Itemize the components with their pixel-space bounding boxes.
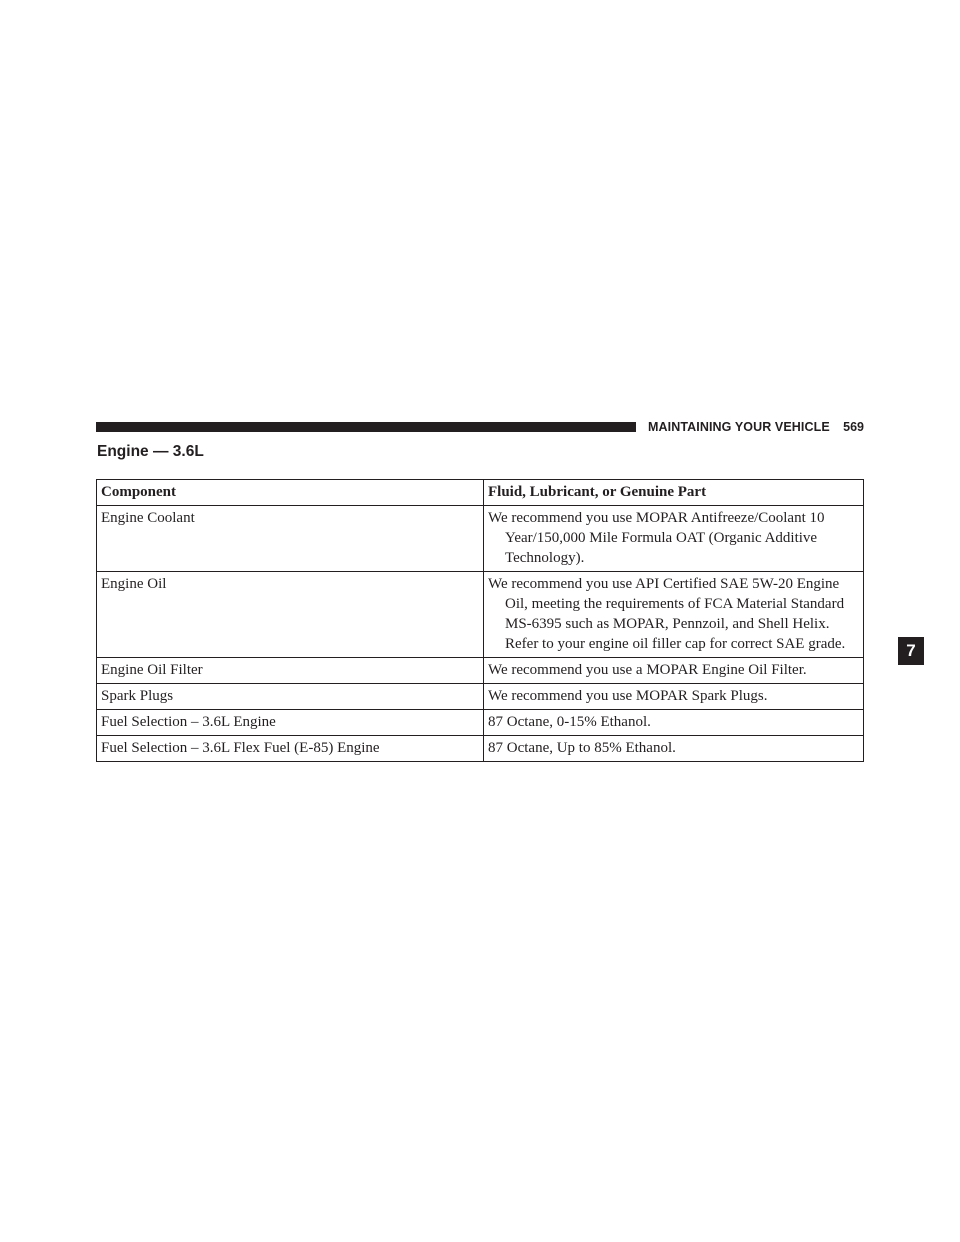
fluid-text: 87 Octane, 0-15% Ethanol. — [488, 714, 651, 730]
component-cell: Spark Plugs — [97, 684, 484, 710]
running-header — [648, 419, 864, 435]
chapter-number: 7 — [906, 641, 916, 660]
chapter-tab — [898, 637, 924, 665]
section-title: Engine — 3.6L — [97, 443, 204, 460]
table-row — [97, 506, 864, 572]
fluid-text: We recommend you use MOPAR Antifreeze/Coolant 10 Year/150,000 Mile Formula OAT (Organic Additive Technology). — [488, 510, 825, 566]
column-header-fluid: Fluid, Lubricant, or Genuine Part — [484, 480, 864, 506]
fluid-cell — [484, 506, 864, 572]
fluid-text: 87 Octane, Up to 85% Ethanol. — [488, 740, 676, 756]
table-row — [97, 658, 864, 684]
table-row — [97, 684, 864, 710]
table-row — [97, 710, 864, 736]
table-row — [97, 572, 864, 658]
fluid-cell — [484, 684, 864, 710]
table-row — [97, 736, 864, 762]
fluid-text: We recommend you use a MOPAR Engine Oil Filter. — [488, 662, 807, 678]
fluid-cell — [484, 572, 864, 658]
component-cell: Engine Oil — [97, 572, 484, 658]
table-header-row — [97, 480, 864, 506]
component-cell: Engine Oil Filter — [97, 658, 484, 684]
fluid-cell — [484, 658, 864, 684]
fluid-text: We recommend you use API Certified SAE 5W-20 Engine Oil, meeting the requirements of FCA Material Standard MS-6395 such as MOPAR, Pennzoil, and Shell Helix. Refer to your engine oil filler cap for correct SAE grade. — [488, 576, 846, 652]
running-title: MAINTAINING YOUR VEHICLE — [648, 420, 830, 434]
component-cell: Engine Coolant — [97, 506, 484, 572]
component-cell: Fuel Selection – 3.6L Flex Fuel (E-85) Engine — [97, 736, 484, 762]
column-header-component: Component — [97, 480, 484, 506]
fluid-cell — [484, 736, 864, 762]
header-rule — [96, 422, 636, 432]
fluid-cell — [484, 710, 864, 736]
fluid-text: We recommend you use MOPAR Spark Plugs. — [488, 688, 768, 704]
fluids-table — [96, 479, 864, 762]
page-number: 569 — [843, 420, 864, 434]
component-cell: Fuel Selection – 3.6L Engine — [97, 710, 484, 736]
